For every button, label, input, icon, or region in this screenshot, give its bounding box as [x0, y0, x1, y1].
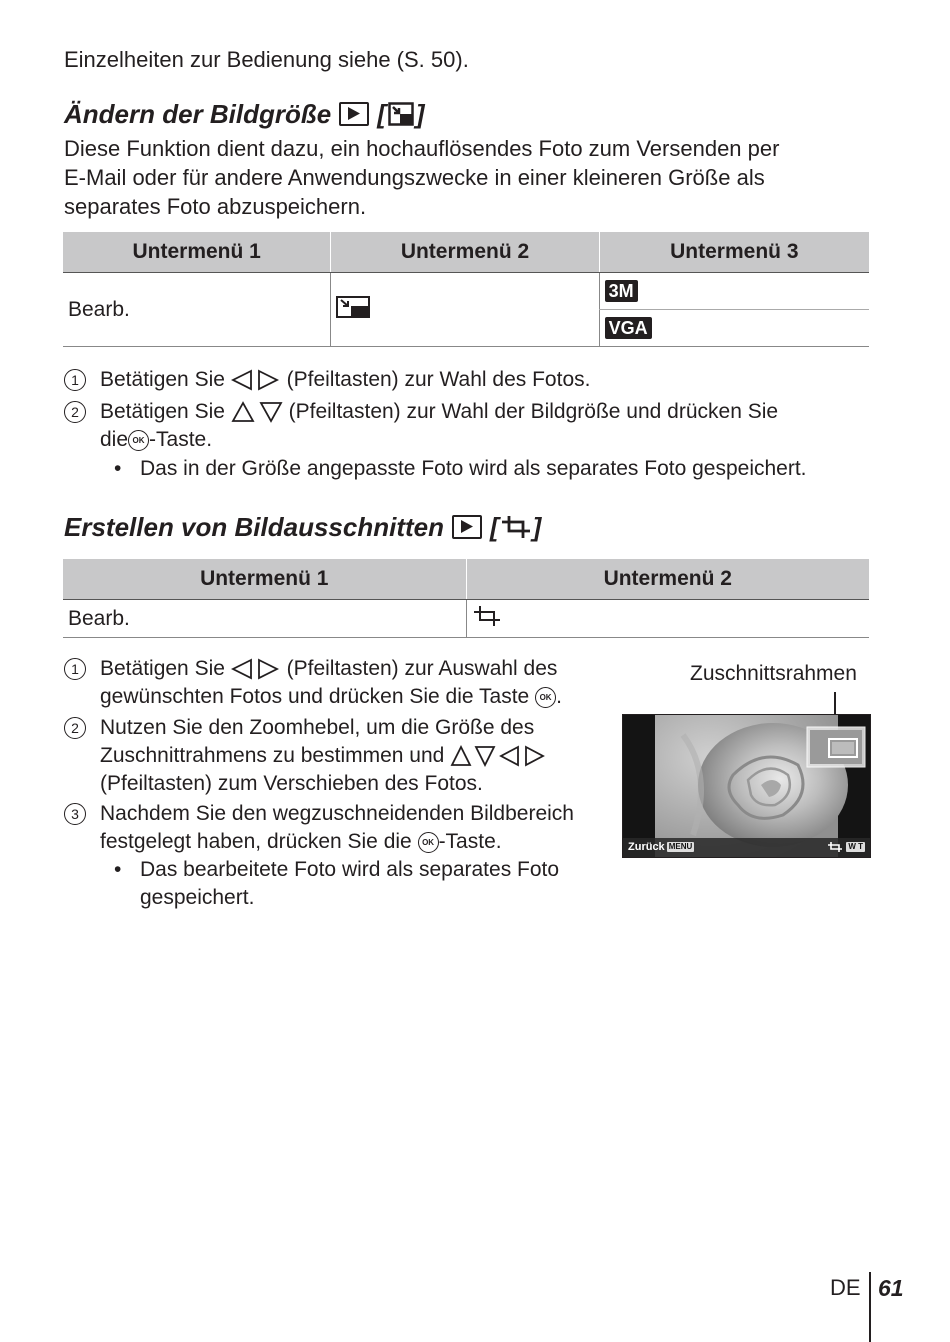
page-number: 61	[878, 1275, 904, 1301]
screen-bottom-bar	[623, 838, 870, 857]
step-number: 1	[64, 658, 86, 680]
step-number: 2	[64, 717, 86, 739]
intro-text: Einzelheiten zur Bedienung siehe (S. 50).	[64, 47, 469, 72]
bullet-dot: •	[114, 457, 122, 480]
resize-icon: [ ]	[377, 99, 425, 129]
bullet-text: Das in der Größe angepasste Foto wird als separates Foto gespeichert.	[140, 457, 807, 480]
table-cell-option-3m	[599, 273, 869, 310]
resize-step-1	[64, 366, 884, 394]
step-text: (Pfeiltasten) zur Wahl des Fotos.	[286, 368, 591, 391]
description-line: Diese Funktion dient dazu, ein hochauflösendes Foto zum Versenden per	[64, 136, 780, 161]
crop-menu-table	[63, 559, 869, 638]
row-label: Bearb.	[68, 606, 130, 630]
playback-icon	[339, 102, 369, 126]
footer-language: DE	[830, 1275, 861, 1300]
section-crop-heading	[64, 511, 541, 543]
bullet-text: gespeichert.	[140, 886, 255, 909]
zoom-wt-tag: W T	[848, 842, 863, 852]
step-number: 2	[64, 401, 86, 423]
ok-button-icon: OK	[535, 687, 556, 708]
table-header: Untermenü 1	[63, 559, 466, 600]
row-label: Bearb.	[68, 297, 130, 321]
step-text: (Pfeiltasten) zum Verschieben des Fotos.	[100, 772, 483, 795]
table-cell-bearb	[63, 600, 466, 638]
step-text: gewünschten Fotos und drücken Sie die Taste	[100, 685, 530, 708]
step-text: (Pfeiltasten) zur Auswahl des	[286, 657, 558, 680]
up-down-arrows-icon	[231, 401, 283, 423]
bullet-text: Das bearbeitete Foto wird als separates Foto	[140, 858, 560, 881]
step-number: 1	[64, 369, 86, 391]
table-header: Untermenü 2	[331, 232, 599, 273]
table-cell-crop-icon	[466, 600, 869, 638]
step-text: Zuschnittrahmens zu bestimmen und	[100, 744, 445, 767]
menu-button-tag: MENU	[668, 842, 693, 852]
table-cell-resize-icon	[331, 273, 599, 347]
table-cell-bearb	[63, 273, 331, 347]
step-text: Nutzen Sie den Zoomhebel, um die Größe des	[100, 716, 535, 739]
footer-divider	[869, 1272, 871, 1342]
four-way-arrows-icon	[450, 745, 548, 767]
step-text: Nachdem Sie den wegzuschneidenden Bildbereich	[100, 802, 574, 825]
crop-step-1: 1 Betätigen Sie (Pfeiltasten) zur Auswahl des gewünschten Fotos und drücken Sie die Taste OK .	[64, 655, 624, 711]
step-text: festgelegt haben, drücken Sie die	[100, 830, 412, 853]
step-text: die	[100, 428, 129, 451]
section-resize-title: Ändern der Bildgröße	[64, 99, 332, 129]
step-text: Betätigen Sie	[100, 368, 225, 391]
crop-icon: [ ]	[489, 512, 542, 542]
back-label: Zurück	[628, 841, 665, 853]
ok-button-icon: OK	[418, 832, 439, 853]
size-vga-badge: VGA	[605, 317, 652, 339]
bullet-dot: •	[114, 858, 122, 881]
description-line: E-Mail oder für andere Anwendungszwecke in einer kleineren Größe als	[64, 165, 765, 190]
crop-indicator-icon	[827, 841, 843, 853]
section-resize-heading	[64, 98, 425, 130]
section-crop-title: Erstellen von Bildausschnitten	[64, 512, 444, 542]
left-right-arrows-icon	[231, 369, 281, 391]
step-text: Betätigen Sie	[100, 657, 225, 680]
crop-frame-caption: Zuschnittsrahmen	[690, 662, 857, 685]
left-right-arrows-icon	[231, 658, 281, 680]
resize-bullet	[114, 455, 894, 483]
resize-step-2	[64, 398, 884, 454]
step-number: 3	[64, 803, 86, 825]
step-text: Betätigen Sie	[100, 400, 225, 423]
table-header: Untermenü 3	[599, 232, 869, 273]
table-header: Untermenü 2	[466, 559, 869, 600]
size-3m-badge: 3M	[605, 280, 638, 302]
description-line: separates Foto abzuspeichern.	[64, 194, 367, 219]
playback-icon	[452, 515, 482, 539]
crop-bullet	[114, 856, 614, 912]
table-header: Untermenü 1	[63, 232, 331, 273]
step-text: -Taste.	[438, 830, 502, 853]
camera-screen-figure	[622, 714, 871, 858]
table-cell-option-vga	[599, 310, 869, 347]
crop-small-icon	[472, 604, 502, 628]
crop-step-2	[64, 714, 624, 798]
rose-photo	[623, 715, 870, 857]
resize-menu-table	[63, 232, 869, 347]
ok-button-icon: OK	[128, 430, 149, 451]
resize-small-icon	[336, 296, 370, 318]
step-text: -Taste.	[149, 428, 213, 451]
step-text: (Pfeiltasten) zur Wahl der Bildgröße und drücken Sie	[288, 400, 779, 423]
section-resize-description	[64, 134, 884, 221]
crop-step-3	[64, 800, 624, 856]
